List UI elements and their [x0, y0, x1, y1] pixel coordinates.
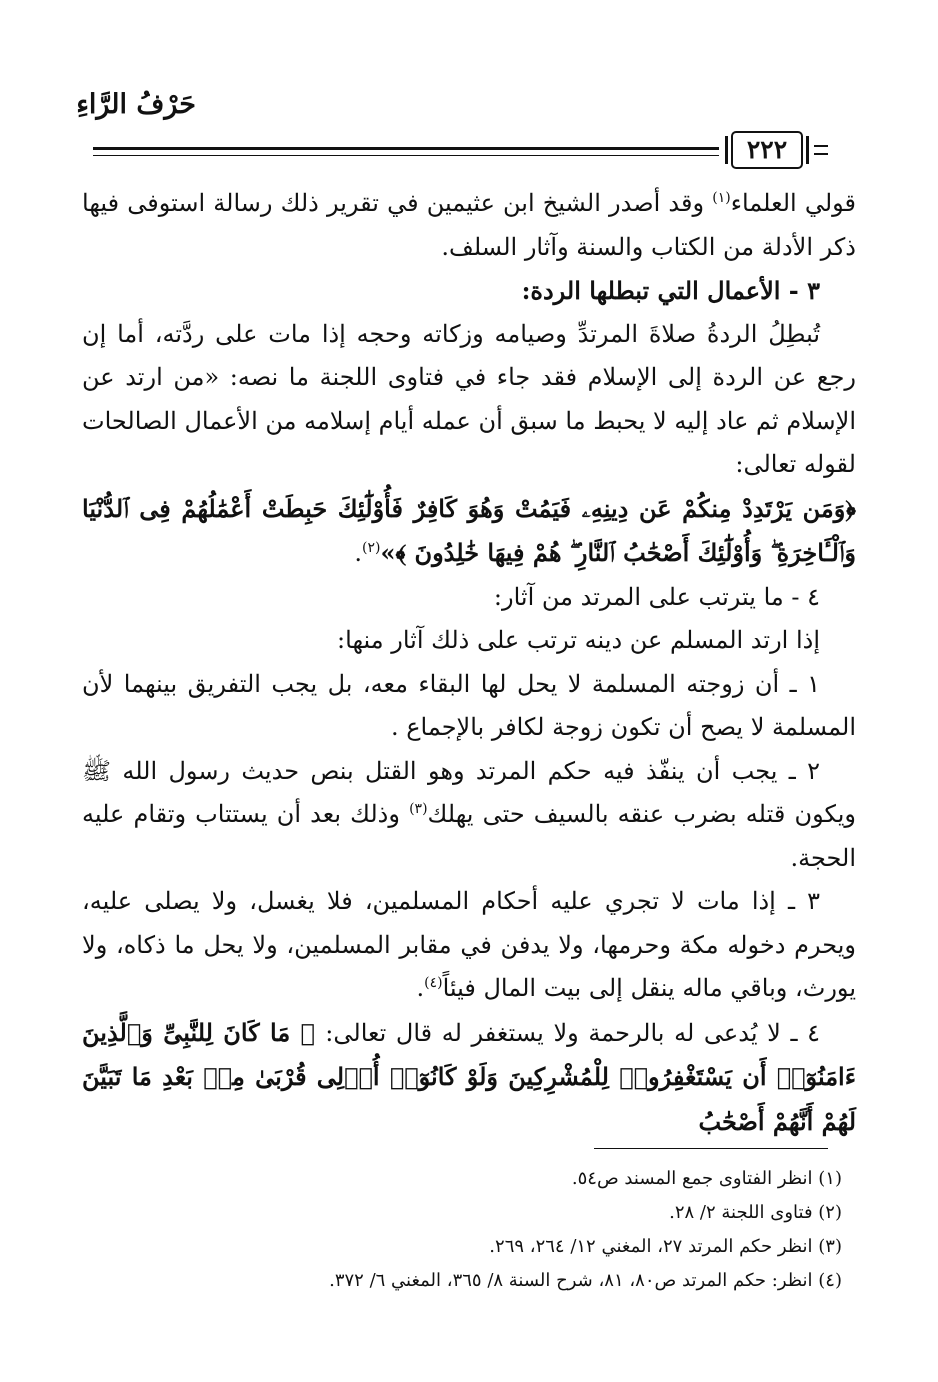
list-item-4: ٤ ـ لا يُدعى له بالرحمة ولا يستغفر له قال تعالى: ﴿ مَا كَانَ لِلنَّبِىِّ وَٱلَّذِينَ ءَامَنُوٓا۟ أَن يَسْتَغْفِرُوا۟ لِلْمُشْرِكِينَ وَلَوْ كَانُوٓا۟ أُو۟لِى قُرْبَىٰ مِنۢ بَعْدِ مَا تَبَيَّنَ لَهُمْ أَنَّهُمْ أَصْحَٰبُ [82, 1017, 857, 1136]
footnote-4: (٤) انظر: حكم المرتد ص٨٠، ٨١، شرح السنة ٨/ ٣٦٥، المغني ٦/ ٣٧٢. [329, 1270, 842, 1291]
page-number-mark-bottom [814, 153, 828, 155]
paragraph-2: تُبطِلُ الردةُ صلاةَ المرتدِّ وصيامه وزكاته وحجه إذا مات على ردَّته، أما إن رجع عن الردة إلى الإسلام فقد جاء في فتاوى اللجنة ما نصه: «من ارتد عن الإسلام ثم عاد إليه لا يحبط ما سبق أن عمله أيام إسلامه من الأعمال الصالحات لقوله تعالى: [82, 319, 856, 478]
list-item-1: ١ ـ أن زوجته المسلمة لا يحل لها البقاء معه، بل يجب التفريق بينهما لأن المسلمة لا يصح أن تكون زوجة لكافر بالإجماع . [82, 669, 856, 741]
footnotes [82, 1162, 842, 1298]
header-rule-thick [93, 147, 719, 150]
paragraph-3: إذا ارتد المسلم عن دينه ترتب على ذلك آثار منها: [337, 626, 820, 654]
list-item-3: ٣ ـ إذا مات لا تجري عليه أحكام المسلمين، فلا يغسل، ولا يصلى عليه، ويحرم دخوله مكة وحرمها، ولا يدفن في مقابر المسلمين، ولا يحل ما ذكاه، ولا يورث، وباقي ماله ينقل إلى بيت المال فيئاً$^{(٤)}$. [82, 887, 856, 1002]
section-heading-4: ٤ - ما يترتب على المرتد من آثار: [493, 582, 820, 611]
running-title: حَرْفُ الرَّاءِ [76, 89, 196, 120]
footnote-ref-1[interactable]: (١) [712, 190, 731, 206]
footnote-3: (٣) انظر حكم المرتد ٢٧، المغني ١٢/ ٢٦٤، ٢٦٩. [489, 1236, 842, 1257]
quran-verse-1: ﴿وَمَن يَرْتَدِدْ مِنكُمْ عَن دِينِهِۦ فَيَمُتْ وَهُوَ كَافِرٌ فَأُوْلَٰٓئِكَ حَبِطَتْ أَعْمَٰلُهُمْ فِى ٱلدُّنْيَا وَٱلْـَٔاخِرَةِ ۖ وَأُوْلَٰٓئِكَ أَصْحَٰبُ ٱلنَّارِ ۖ هُمْ فِيهَا خَٰلِدُونَ ﴾»$^{(٢)}$. [82, 493, 856, 567]
footnote-ref-3[interactable]: (٣) [409, 801, 428, 817]
body-text [82, 182, 856, 1144]
footnote-ref-4[interactable]: (٤) [424, 975, 443, 991]
footnote-1: (١) انظر الفتاوى جمع المسند ص٥٤. [571, 1168, 842, 1189]
footnote-2: (٢) فتاوى اللجنة ٢/ ٢٨. [669, 1202, 842, 1223]
page-number: ٢٢٢ [731, 131, 803, 169]
page-number-mark-top [814, 145, 828, 147]
section-heading-3: ٣ - الأعمال التي تبطلها الردة: [521, 276, 820, 305]
footnote-ref-2[interactable]: (٢) [362, 540, 381, 556]
list-item-2: ٢ ـ يجب أن ينفّذ فيه حكم المرتد وهو القتل بنص حديث رسول الله ﷺ ويكون قتله بضرب عنقه بالسيف حتى يهلك$^{(٣)}$ وذلك بعد أن يستتاب وتقام عليه الحجة. [82, 756, 856, 872]
header-rule-thin [93, 155, 719, 156]
paragraph-1: قولي العلماء$^{(١)}$ وقد أصدر الشيخ ابن عثيمين في تقرير ذلك رسالة استوفى فيها ذكر الأدلة من الكتاب والسنة وآثار السلف. [82, 189, 857, 261]
footnote-separator [594, 1148, 828, 1149]
